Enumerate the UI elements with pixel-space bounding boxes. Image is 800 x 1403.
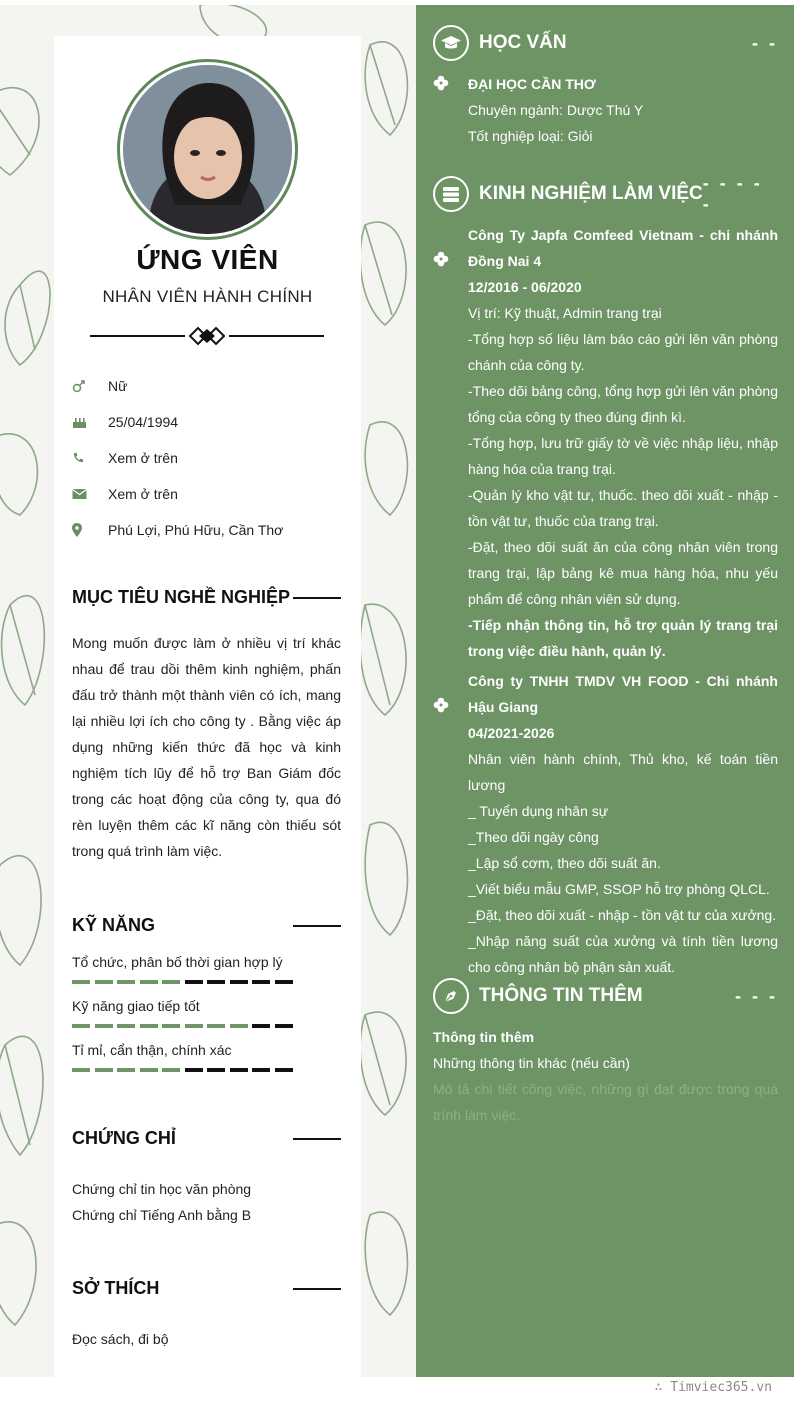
job-detail-line: -Tổng hợp, lưu trữ giấy tờ về việc nhập liệu, nhập hàng hóa của trang trại. [468, 435, 778, 477]
education-heading-text: HỌC VẤN [479, 32, 567, 53]
job-detail-line: _Theo dõi ngày công [468, 829, 599, 845]
hobbies-text: Đọc sách, đi bộ [72, 1331, 169, 1347]
job-detail-line: Nhân viên hành chính, Thủ kho, kế toán tiền lương [468, 751, 778, 793]
experience-entry [433, 222, 778, 664]
contact-gender-value: Nữ [108, 378, 128, 394]
education-entry [433, 71, 778, 149]
skill-segment-empty [207, 1068, 225, 1072]
additional-note: Những thông tin khác (nếu cần) [433, 1055, 630, 1071]
job-detail-line: -Quản lý kho vật tư, thuốc. theo dõi xuất - nhập - tồn vật tư, thuốc của trang trại. [468, 487, 778, 529]
skill-segment-filled [72, 1068, 90, 1072]
skill-segment-empty [252, 1068, 270, 1072]
map-marker-icon [72, 523, 108, 537]
skill-level-bar [72, 980, 341, 984]
site-watermark: ∴ Timviec365.vn [654, 1380, 772, 1395]
contact-email-value: Xem ở trên [108, 486, 178, 502]
skill-segment-empty [207, 980, 225, 984]
contact-address-value: Phú Lợi, Phú Hữu, Cần Thơ [108, 522, 284, 538]
clover-bullet-icon [433, 251, 449, 272]
skill-level-bar [72, 1024, 341, 1028]
job-company: Công ty TNHH TMDV VH FOOD - Chi nhánh Hậu Giang [468, 673, 778, 715]
hobbies-heading [72, 1278, 341, 1299]
skill-label: Kỹ năng giao tiếp tốt [72, 998, 200, 1014]
heading-rule [293, 1138, 341, 1140]
skill-segment-filled [117, 980, 135, 984]
additional-heading-text: THÔNG TIN THÊM [479, 985, 643, 1006]
envelope-icon [72, 488, 108, 500]
additional-info-body [433, 1024, 778, 1128]
heading-dashes: - - - - - [702, 173, 763, 214]
certificate-item: Chứng chỉ tin học văn phòng [72, 1181, 252, 1197]
clover-bullet-icon [433, 75, 449, 96]
job-detail-line: _ Tuyển dụng nhân sự [468, 803, 609, 819]
objective-heading [72, 587, 341, 608]
skill-segment-empty [185, 980, 203, 984]
job-detail-line-bold: -Tiếp nhận thông tin, hỗ trợ quản lý trang trại trong việc điều hành, quản lý. [468, 617, 778, 659]
birthday-cake-icon [72, 415, 108, 429]
job-detail-line: _Lập sổ cơm, theo dõi suất ăn. [468, 855, 661, 871]
avatar-frame [117, 59, 298, 240]
avatar [123, 65, 292, 234]
skill-item [72, 996, 341, 1040]
hobbies-heading-text: SỞ THÍCH [72, 1278, 160, 1298]
contact-row-birthday [72, 404, 352, 440]
certificates-list [72, 1176, 341, 1228]
job-detail-line: -Theo dõi bảng công, tổng hợp gửi lên văn phòng tổng của công ty theo đúng định kì. [468, 383, 778, 425]
ornament-divider [90, 326, 324, 346]
objective-heading-text: MỤC TIÊU NGHỀ NGHIỆP [72, 587, 291, 607]
experience-heading [433, 173, 778, 214]
skill-segment-empty [252, 980, 270, 984]
job-detail-line: Vị trí: Kỹ thuật, Admin trang trại [468, 305, 662, 321]
contact-phone-value: Xem ở trên [108, 450, 178, 466]
contact-row-phone [72, 440, 352, 476]
skill-segment-filled [162, 1068, 180, 1072]
skill-segment-filled [72, 980, 90, 984]
experience-heading-text: KINH NGHIỆM LÀM VIỆC [479, 183, 703, 204]
phone-icon [72, 452, 108, 464]
skill-segment-filled [207, 1024, 225, 1028]
skill-segment-filled [95, 1068, 113, 1072]
skill-segment-filled [140, 980, 158, 984]
contact-row-gender [72, 368, 352, 404]
skill-segment-filled [117, 1068, 135, 1072]
job-detail-line: -Đặt, theo dõi suất ăn của công nhân viên trong trang trại, lập bảng kê mua hàng hóa, nhu yếu phẩm để công nhân viên sử dụng. [468, 539, 778, 607]
clover-bullet-icon [433, 697, 449, 718]
contact-birthday-value: 25/04/1994 [108, 414, 179, 430]
heading-dashes: - - [752, 32, 778, 53]
skill-segment-filled [140, 1024, 158, 1028]
skill-segment-empty [275, 1068, 293, 1072]
skill-segment-empty [230, 1068, 248, 1072]
job-detail-line: _Viết biểu mẫu GMP, SSOP hỗ trợ phòng QLCL. [468, 881, 770, 897]
additional-subheading: Thông tin thêm [433, 1029, 535, 1045]
skill-segment-filled [230, 1024, 248, 1028]
objective-text: Mong muốn được làm ở nhiều vị trí khác nhau để trau dồi thêm kinh nghiệm, phấn đấu trở thành một thành viên có ích, mang lại nhiều lợi ích cho công ty . Bằng việc áp dụng những kiến thức đã học và kinh nghiệm tích lũy để hỗ trợ Ban Giám đốc trong các hoạt động của công ty, qua đó rèn luyện thêm các kĩ năng còn thiếu sót trong quá trình làm việc. [72, 635, 341, 859]
skill-level-bar [72, 1068, 341, 1072]
skills-heading-text: KỸ NĂNG [72, 915, 156, 935]
job-detail-line: _Nhập năng suất của xưởng và tính tiền lương cho công nhân bộ phận sản xuất. [468, 933, 778, 975]
candidate-job-title: NHÂN VIÊN HÀNH CHÍNH [102, 287, 313, 306]
skills-heading [72, 915, 341, 936]
certificates-heading-text: CHỨNG CHỈ [72, 1128, 176, 1148]
certificates-heading [72, 1128, 341, 1149]
skill-segment-empty [252, 1024, 270, 1028]
skill-segment-filled [162, 1024, 180, 1028]
contact-info-list [72, 368, 352, 548]
skill-item [72, 1040, 341, 1084]
pen-nib-icon [433, 978, 469, 1014]
briefcase-books-icon [433, 176, 469, 212]
job-company: Công Ty Japfa Comfeed Vietnam - chi nhánh Đồng Nai 4 [468, 227, 778, 269]
heading-rule [293, 1288, 341, 1290]
skill-segment-filled [95, 1024, 113, 1028]
skill-segment-filled [162, 980, 180, 984]
skill-item [72, 952, 341, 996]
skill-segment-filled [72, 1024, 90, 1028]
heading-dashes: - - - [735, 985, 778, 1006]
graduation-cap-icon [433, 25, 469, 61]
job-period: 04/2021-2026 [468, 725, 555, 741]
additional-placeholder: Mô tả chi tiết công việc, những gì đạt được trong quá trình làm việc. [433, 1081, 778, 1123]
skills-list [72, 952, 341, 1084]
skill-segment-empty [185, 1068, 203, 1072]
certificate-item: Chứng chỉ Tiếng Anh bằng B [72, 1207, 252, 1223]
right-panel [416, 5, 794, 1377]
gender-icon [72, 379, 108, 393]
experience-entry [433, 668, 778, 980]
job-period: 12/2016 - 06/2020 [468, 279, 582, 295]
skill-segment-empty [275, 980, 293, 984]
skill-label: Tỉ mỉ, cẩn thận, chính xác [72, 1042, 232, 1058]
avatar-portrait-icon [123, 65, 292, 234]
education-heading [433, 25, 778, 61]
skill-segment-filled [117, 1024, 135, 1028]
skill-segment-filled [185, 1024, 203, 1028]
education-major: Chuyên ngành: Dược Thú Y [468, 102, 644, 118]
candidate-name: ỨNG VIÊN [136, 244, 279, 275]
job-detail-line: -Tổng hợp số liệu làm báo cáo gửi lên văn phòng chánh của công ty. [468, 331, 778, 373]
heading-rule [293, 925, 341, 927]
heading-rule [293, 597, 341, 599]
skill-segment-empty [230, 980, 248, 984]
skill-label: Tổ chức, phân bố thời gian hợp lý [72, 954, 283, 970]
skill-segment-filled [95, 980, 113, 984]
additional-info-heading [433, 978, 778, 1014]
education-grade: Tốt nghiệp loại: Giỏi [468, 128, 593, 144]
skill-segment-filled [140, 1068, 158, 1072]
contact-row-address [72, 512, 352, 548]
education-school: ĐẠI HỌC CẦN THƠ [468, 76, 596, 92]
skill-segment-empty [275, 1024, 293, 1028]
job-detail-line: _Đặt, theo dõi xuất - nhập - tồn vật tư của xưởng. [468, 907, 777, 923]
contact-row-email [72, 476, 352, 512]
